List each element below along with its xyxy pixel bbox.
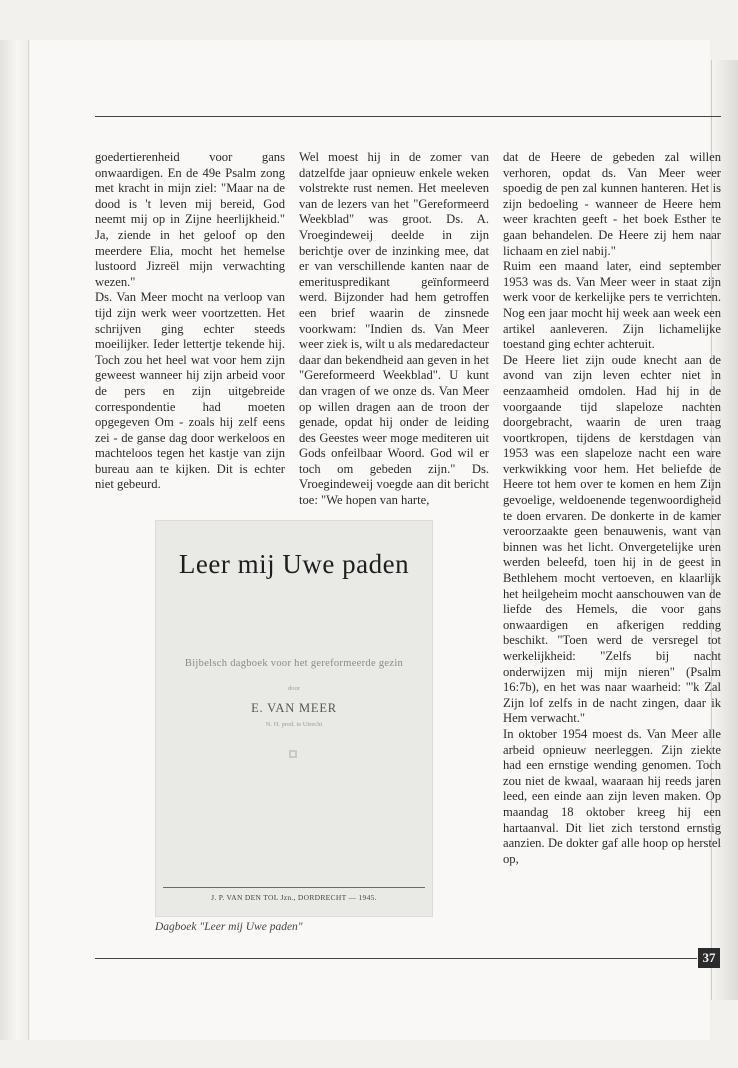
paragraph: Ds. Van Meer mocht na verloop van tijd zijn werk weer voortzetten. Het schrijven ging echter steeds moeilijker. Ieder lettertje tekende hij. Toch zou het heel wat voor hem zijn geweest wanneer hij zijn arbeid voor de pers en zijn uitgebreide correspondentie had moeten opgegeven Om - zoals hij zelf eens zei - de ganse dag door werkeloos en machteloos tegen het kastje van zijn bureau aan te kijken. Dit is echter niet gebeurd. xyxy=(95,290,285,492)
paragraph: De Heere liet zijn oude knecht aan de avond van zijn leven echter niet in eenzaamheid omdolen. Had hij in de voorgaande tijd slapeloze nachten doorgebracht, waarin de uren traag voortkropen, tijdens de kerstdagen van 1953 was een slapeloze nacht een ware verkwikking voor hem. Het beliefde de Heere tot hem over te komen en hem Zijn gevoelige, weldoenende tegenwoordigheid te doen ervaren. De donkerte in de kamer veroorzaakte geen benauwenis, want van binnen was het licht. Onvergetelijke uren werden beleefd, toen hij in de geest in Bethlehem mocht vertoeven, en klaarlijk het heilgeheim mocht aanschouwen van de liefde des Hemels, die voor gans onwaardigen en afkerigen redding beschikt. "Toen werd de versregel tot werkelijkheid: "Zelfs bij nacht onderwijzen mij mijn nieren" (Psalm 16:7b), en het was naar waarheid: "'k Zal Zijn lof zelfs in de nacht zingen, daar ik Hem verwacht." xyxy=(503,352,721,726)
book-spine-left xyxy=(0,40,29,1040)
text-column-1 xyxy=(95,150,285,493)
paragraph: Ruim een maand later, eind september 1953 was ds. Van Meer weer in staat zijn werk voor de kerkelijke pers te verrichten. Nog een jaar mocht hij week aan week een artikel aanleveren. Zijn lichamelijke toestand ging echter achteruit. xyxy=(503,259,721,352)
text-column-2 xyxy=(299,150,489,509)
ornament-icon xyxy=(288,749,298,759)
cover-by: door xyxy=(288,685,300,692)
cover-title: Leer mij Uwe paden xyxy=(178,549,410,579)
paragraph: goedertierenheid voor gans onwaardigen. En de 49e Psalm zong met kracht in mijn ziel: "Maar na de dood is 't leven mij bereid, God neemt mij op in Zijne heerlijkheid." Ja, ziende in het geloof op den meerdere Elia, mocht het hemelse lustoord Jizreël mijn verwachting wezen." xyxy=(95,150,285,289)
book-cover-figure xyxy=(155,520,433,917)
bottom-rule xyxy=(95,958,697,959)
paragraph: Wel moest hij in de zomer van datzelfde jaar opnieuw enkele weken volstrekte rust nemen. Het meeleven van de lezers van het "Gereformeerd Weekblad" was groot. Ds. A. Vroegindeweij deelde in zijn berichtje over de inzinking mee, dat er van verschillende kanten naar de emerituspredikant geïnformeerd werd. Bijzonder had hem getroffen een brief waarin de zinsnede voorkwam: "Indien ds. Van Meer weer ziek is, wilt u als medaredacteur daar dan bekendheid aan geven in het "Gereformeerd Weekblad". U kunt dan vragen of we onze ds. Van Meer op willen dragen aan de troon der genade, opdat hij onder de leiding des Geestes weer moge mediteren uit Gods onfeilbaar Woord. God wil er toch om gebeden zijn." Ds. Vroegindeweij voegde aan dit bericht toe: "We hopen van harte, xyxy=(299,150,489,508)
page-number: 37 xyxy=(698,948,720,968)
cover-author-role: N. H. pred. te Utrecht xyxy=(265,721,323,728)
cover-rule xyxy=(163,887,425,888)
text-column-3 xyxy=(503,150,721,867)
paragraph: In oktober 1954 moest ds. Van Meer alle arbeid opnieuw neerleggen. Zijn ziekte had een ernstige wending genomen. Toch zou niet de kwaal, waaraan hij reeds jaren leed, een einde aan zijn leven maken. Op maandag 18 oktober kreeg hij een hartaanval. Dit liet zich terstond ernstig aanzien. De dokter gaf alle hoop op herstel op, xyxy=(503,726,721,866)
figure-caption: Dagboek "Leer mij Uwe paden" xyxy=(155,921,303,933)
cover-subtitle: Bijbelsch dagboek voor het gereformeerde gezin xyxy=(184,658,404,669)
top-rule xyxy=(95,116,721,117)
paragraph: dat de Heere de gebeden zal willen verhoren, opdat ds. Van Meer weer spoedig de pen zal kunnen hanteren. Het is zijn bedoeling - wanneer de Heere hem weer krachten geeft - het boek Esther te gaan behandelen. De Heere zij hem naar lichaam en ziel nabij." xyxy=(503,150,721,258)
cover-author: E. VAN MEER xyxy=(251,701,337,715)
cover-publisher: J. P. VAN DEN TOL Jzn., DORDRECHT — 1945. xyxy=(211,893,377,902)
